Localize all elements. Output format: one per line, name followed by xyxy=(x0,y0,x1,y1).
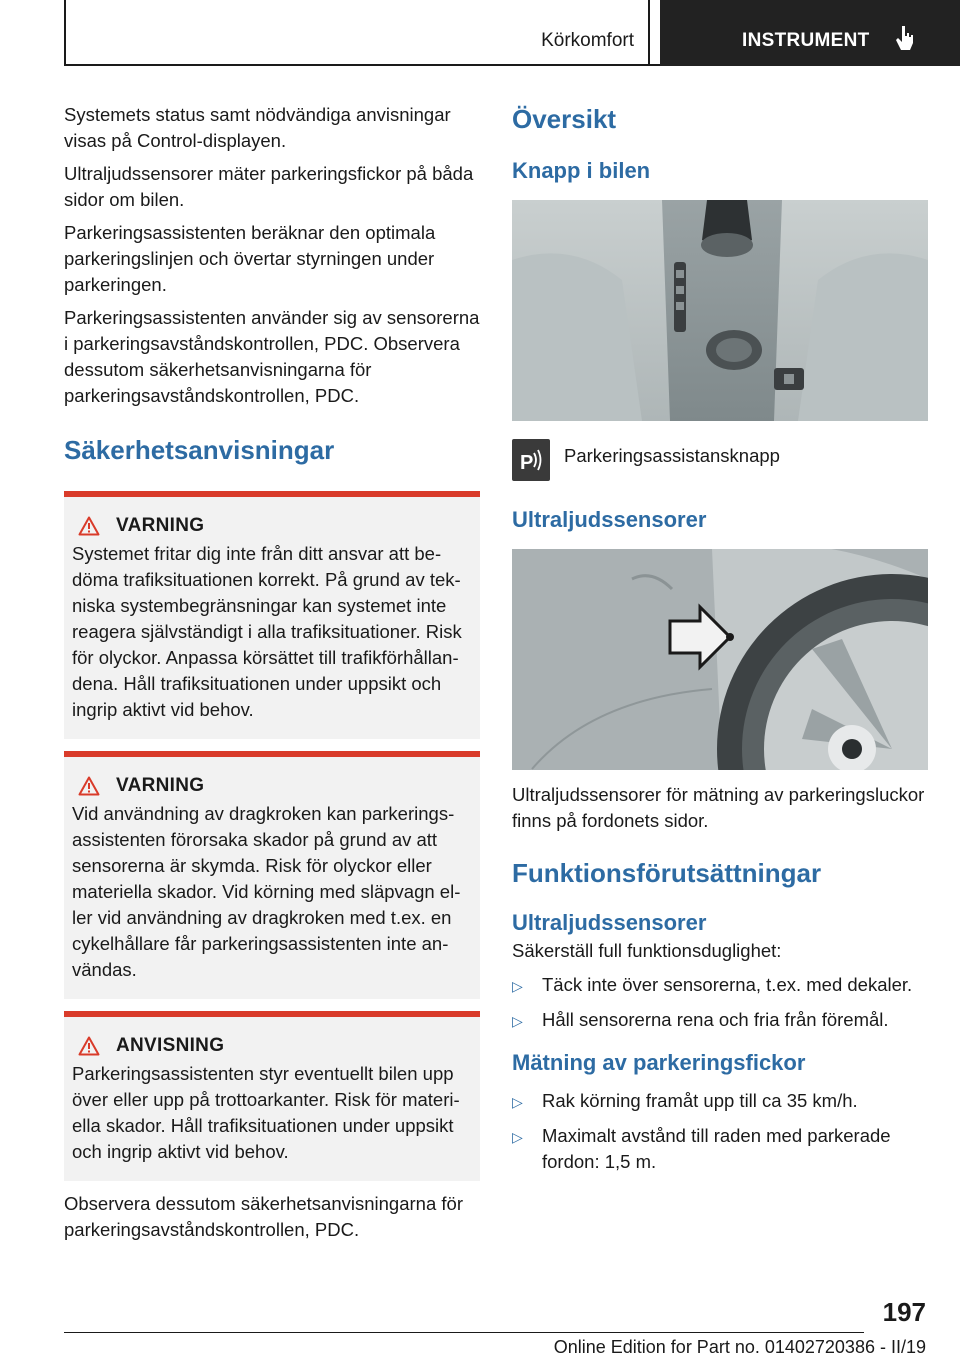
intro-paragraph-3: Parkeringsassistenten beräknar den optimala parkeringslinjen och övertar styrningen under parkeringen. xyxy=(64,222,436,295)
parking-assist-button-icon xyxy=(512,439,550,481)
bullet-triangle-icon: ▷ xyxy=(512,1013,523,1029)
notice-title: ANVISNING xyxy=(116,1035,225,1056)
prereq-sensors-list xyxy=(512,972,928,1034)
button-caption-row xyxy=(512,439,928,481)
active-chapter-label: INSTRUMENT xyxy=(742,30,870,51)
prerequisites-heading: Funktionsförutsättningar xyxy=(512,858,822,888)
warning-text: Vid användning av dragkroken kan parkeringsassistenten förorsaka skador på grund av att sensorerna är skymda. Risk för olyckor eller materiella skador. Vid körning med släpvagn eller vid användning av dragkroken med t.ex. en cykelhållare får parkeringsassistenten inte användas. xyxy=(72,803,461,980)
bullet-triangle-icon: ▷ xyxy=(512,978,523,994)
bullet-triangle-icon: ▷ xyxy=(512,1094,523,1110)
section-tab[interactable] xyxy=(64,0,650,66)
wheel-sensor-image xyxy=(512,549,928,770)
sensors-heading: Ultraljudssensorer xyxy=(512,507,707,532)
right-column xyxy=(512,102,928,1183)
list-item: ▷ Håll sensorerna rena och fria från föremål. xyxy=(512,1007,928,1034)
warning-header xyxy=(72,775,472,797)
overview-heading: Översikt xyxy=(512,104,617,134)
warning-text: Systemet fritar dig inte från ditt ansvar att bedöma trafiksituationen korrekt. På grund av tekniska systembegränsningar kan systemet inte reagera självständigt i alla trafiksituationer. Risk för olyckor. Anpassa körsättet till trafikförhållandena. Håll trafiksituationen under uppsikt och ingrip aktivt vid behov. xyxy=(72,543,462,720)
prereq-measuring-list xyxy=(512,1088,928,1175)
edition-note: Online Edition for Part no. 01402720386 - II/19 xyxy=(553,1337,926,1357)
warning-title: VARNING xyxy=(116,775,205,796)
intro-paragraph-2: Ultraljudssensorer mäter parkeringsfickor på båda sidor om bilen. xyxy=(64,163,474,210)
footer-rule xyxy=(64,1332,864,1333)
warning-box-2 xyxy=(64,751,480,999)
svg-text:P: P xyxy=(520,452,534,474)
warning-title: VARNING xyxy=(116,515,205,536)
page-number: 197 xyxy=(882,1297,926,1327)
intro-paragraph-1: Systemets status samt nödvändiga anvisningar visas på Control-displayen. xyxy=(64,104,451,151)
button-caption: Parkeringsassistansknapp xyxy=(564,445,780,466)
notice-header xyxy=(72,1035,472,1057)
notice-text: Parkeringsassistenten styr eventuellt bilen upp över eller upp på trottoarkanter. Risk för materiella skador. Håll trafiksituationen under uppsikt och ingrip aktivt vid behov. xyxy=(72,1063,460,1162)
bullet-triangle-icon: ▷ xyxy=(512,1129,523,1145)
warning-header xyxy=(72,515,472,537)
warning-triangle-icon xyxy=(78,1036,100,1056)
section-tab-label: Körkomfort xyxy=(541,30,634,51)
prereq-sensors-subheading: Ultraljudssensorer xyxy=(512,910,707,935)
warning-box-1 xyxy=(64,491,480,739)
left-column xyxy=(64,102,480,1250)
intro-paragraph-4: Parkeringsassistenten använder sig av sensorerna i parkeringsavståndskontrollen, PDC. Observera dessutom säkerhetsanvisningarna för parkeringsavståndskontrollen, PDC. xyxy=(64,307,480,406)
list-item: ▷ Rak körning framåt upp till ca 35 km/h. xyxy=(512,1088,928,1115)
prereq-sensors-text: Säkerställ full funktionsduglighet: xyxy=(512,940,782,961)
hand-pointer-icon xyxy=(894,25,916,51)
sensors-caption: Ultraljudssensorer för mätning av parkeringsluckor finns på fordonets sidor. xyxy=(512,784,925,831)
list-item: ▷ Täck inte över sensorerna, t.ex. med dekaler. xyxy=(512,972,928,999)
warning-triangle-icon xyxy=(78,776,100,796)
center-console-image xyxy=(512,200,928,421)
safety-heading: Säkerhetsanvisningar xyxy=(64,435,335,465)
warning-triangle-icon xyxy=(78,516,100,536)
button-heading: Knapp i bilen xyxy=(512,158,651,183)
list-item: ▷ Maximalt avstånd till raden med parkerade fordon: 1,5 m. xyxy=(512,1123,928,1175)
notice-box xyxy=(64,1011,480,1181)
prereq-measuring-subheading: Mätning av parkeringsfickor xyxy=(512,1050,806,1075)
active-chapter-tab[interactable] xyxy=(660,0,960,66)
outro-paragraph: Observera dessutom säkerhetsanvisningarna för parkeringsavståndskontrollen, PDC. xyxy=(64,1193,463,1240)
